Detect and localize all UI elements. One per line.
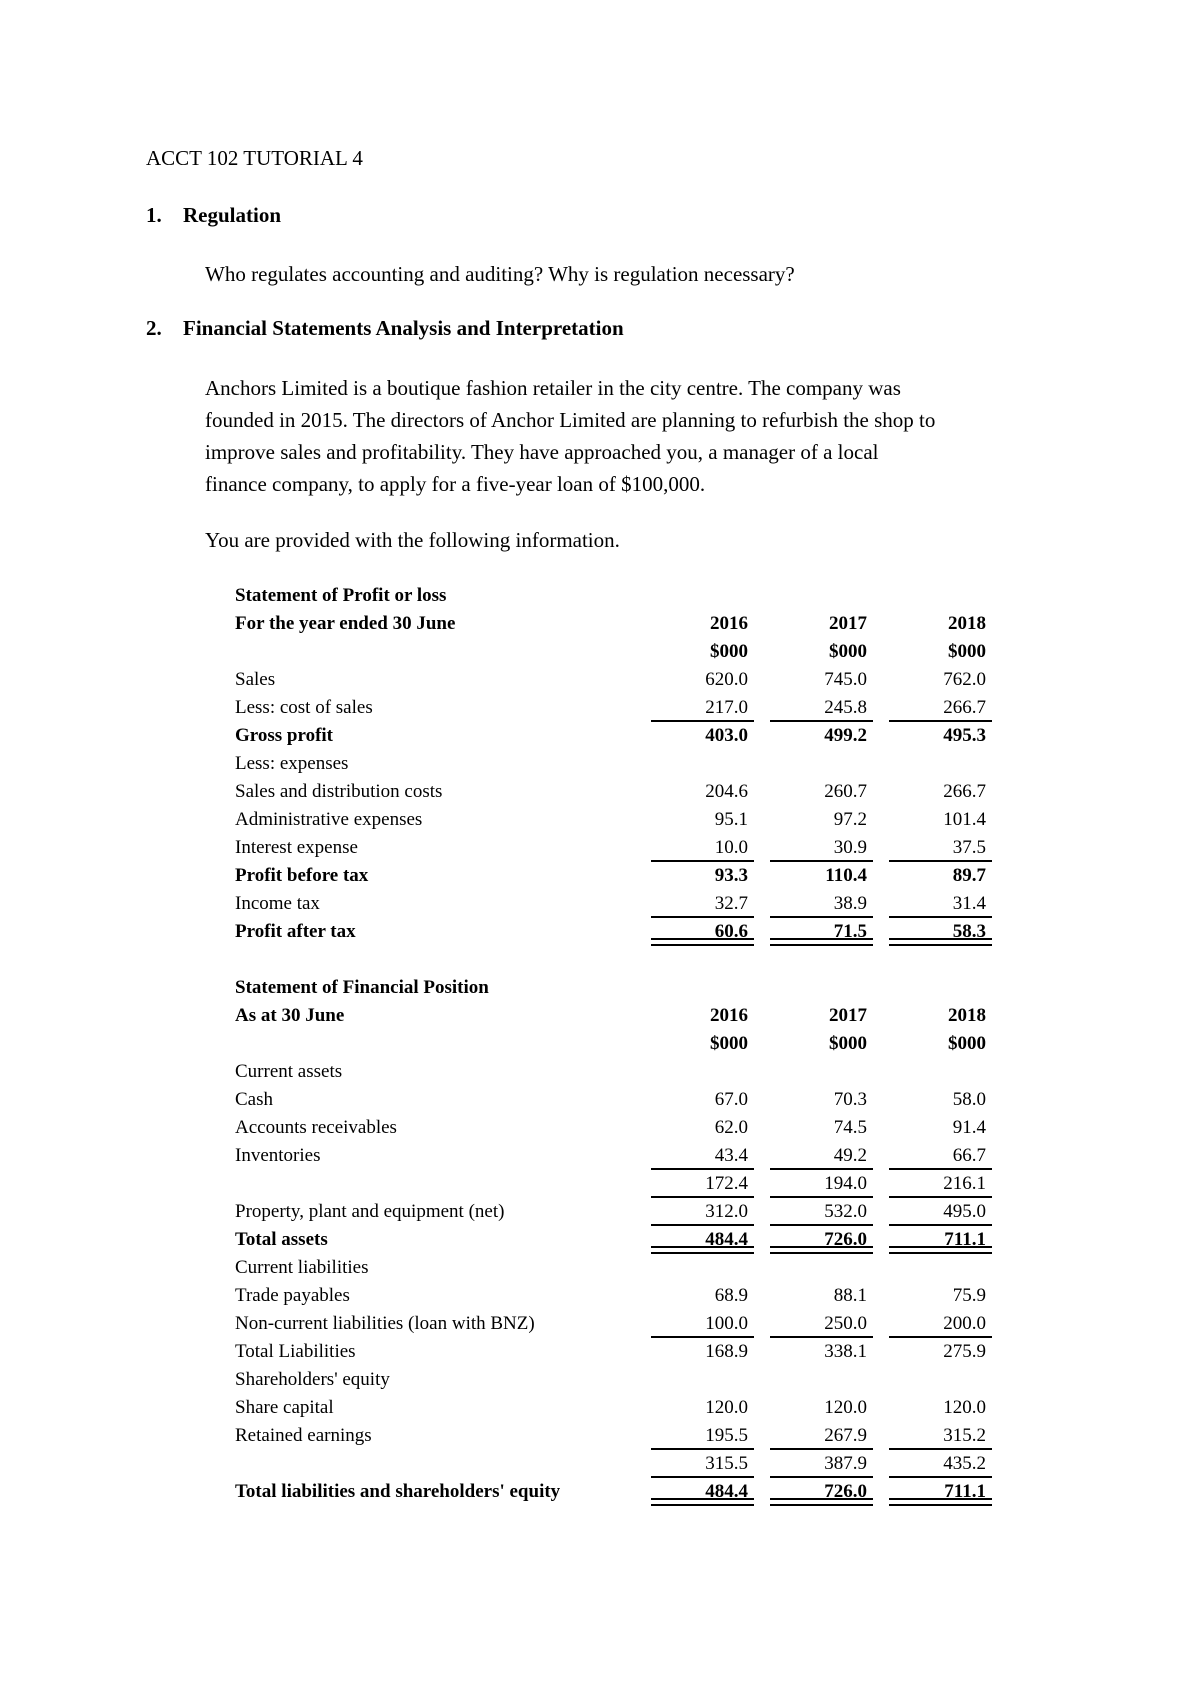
table-row — [235, 1254, 992, 1282]
cell-value: 71.5 — [770, 918, 873, 946]
cell-value: 217.0 — [651, 694, 754, 722]
profit-loss-table — [235, 582, 992, 946]
cell-value: 495.3 — [943, 725, 986, 746]
row-label: Trade payables — [235, 1285, 350, 1306]
table-row — [235, 918, 992, 946]
cell-value: 484.4 — [651, 1478, 754, 1506]
section-1-title: Regulation — [183, 203, 282, 227]
pl-subtitle: For the year ended 30 June — [235, 613, 456, 634]
section-1-number: 1. — [146, 203, 162, 227]
table-row — [235, 1282, 992, 1310]
cell-value: 338.1 — [824, 1341, 867, 1362]
cell-value: 38.9 — [770, 890, 873, 918]
table-row — [235, 1478, 992, 1506]
row-label: Shareholders' equity — [235, 1369, 390, 1390]
case-line: finance company, to apply for a five-year loan of $100,000. — [205, 472, 706, 496]
case-line: Anchors Limited is a boutique fashion retailer in the city centre. The company was — [205, 376, 901, 400]
cell-value: 100.0 — [651, 1310, 754, 1338]
row-label: Income tax — [235, 893, 320, 914]
table-row — [235, 694, 992, 722]
cell-value: 745.0 — [824, 669, 867, 690]
cell-value: 60.6 — [651, 918, 754, 946]
row-label: Profit after tax — [235, 921, 356, 942]
financial-position-table — [235, 974, 992, 1506]
cell-value: 110.4 — [825, 865, 867, 886]
cell-value: 200.0 — [889, 1310, 992, 1338]
cell-value: 68.9 — [714, 1285, 748, 1306]
table-row — [235, 778, 992, 806]
row-label: Current assets — [235, 1061, 343, 1082]
cell-value: 315.2 — [889, 1422, 992, 1450]
cell-value: 62.0 — [714, 1117, 748, 1138]
pl-unit-row — [235, 638, 992, 666]
fp-unit-header: $000 — [829, 1033, 867, 1054]
cell-value: 620.0 — [705, 669, 748, 690]
table-row — [235, 1114, 992, 1142]
row-label: Non-current liabilities (loan with BNZ) — [235, 1313, 535, 1334]
table-row — [235, 1226, 992, 1254]
cell-value: 32.7 — [651, 890, 754, 918]
cell-value: 250.0 — [770, 1310, 873, 1338]
cell-value: 484.4 — [651, 1226, 754, 1254]
cell-value: 91.4 — [952, 1117, 986, 1138]
table-row — [235, 1450, 992, 1478]
row-label — [235, 1450, 635, 1478]
cell-value: 726.0 — [770, 1226, 873, 1254]
cell-value: 194.0 — [770, 1170, 873, 1198]
pl-year-header: 2016 — [710, 613, 748, 634]
cell-value: 267.9 — [770, 1422, 873, 1450]
pl-year-header: 2018 — [948, 613, 986, 634]
cell-value: 37.5 — [889, 834, 992, 862]
row-label: Share capital — [235, 1397, 334, 1418]
section-1-question: Who regulates accounting and auditing? Why is regulation necessary? — [205, 262, 795, 286]
case-line: improve sales and profitability. They have approached you, a manager of a local — [205, 440, 879, 464]
row-label: Total Liabilities — [235, 1341, 356, 1362]
cell-value: 74.5 — [833, 1117, 867, 1138]
cell-value: 387.9 — [770, 1450, 873, 1478]
row-label: Less: cost of sales — [235, 697, 373, 718]
fp-subtitle: As at 30 June — [235, 1005, 345, 1026]
cell-value: 172.4 — [651, 1170, 754, 1198]
table-row — [235, 750, 992, 778]
table-row — [235, 890, 992, 918]
fp-title-row — [235, 974, 992, 1002]
row-label: Current liabilities — [235, 1257, 369, 1278]
cell-value: 711.1 — [889, 1478, 992, 1506]
cell-value: 31.4 — [889, 890, 992, 918]
table-row — [235, 834, 992, 862]
table-row — [235, 1170, 992, 1198]
cell-value: 266.7 — [943, 781, 986, 802]
cell-value: 495.0 — [889, 1198, 992, 1226]
cell-value: 10.0 — [651, 834, 754, 862]
fp-title: Statement of Financial Position — [235, 977, 489, 998]
row-label: Interest expense — [235, 837, 358, 858]
cell-value: 245.8 — [770, 694, 873, 722]
cell-value: 260.7 — [824, 781, 867, 802]
pl-title-row — [235, 582, 992, 610]
row-label: Total assets — [235, 1229, 328, 1250]
table-row — [235, 722, 992, 750]
cell-value: 403.0 — [705, 725, 748, 746]
case-description — [205, 372, 1085, 500]
row-label: Administrative expenses — [235, 809, 423, 830]
table-row — [235, 862, 992, 890]
fp-unit-header: $000 — [710, 1033, 748, 1054]
cell-value: 216.1 — [889, 1170, 992, 1198]
table-row — [235, 1394, 992, 1422]
cell-value: 75.9 — [952, 1285, 986, 1306]
table-row — [235, 1338, 992, 1366]
cell-value: 120.0 — [943, 1397, 986, 1418]
cell-value: 66.7 — [889, 1142, 992, 1170]
row-label: Sales and distribution costs — [235, 781, 443, 802]
pl-title: Statement of Profit or loss — [235, 585, 447, 606]
table-row — [235, 1310, 992, 1338]
fp-year-header: 2017 — [829, 1005, 867, 1026]
cell-value: 93.3 — [714, 865, 748, 886]
table-row — [235, 1198, 992, 1226]
section-2-heading — [146, 316, 624, 341]
cell-value: 312.0 — [651, 1198, 754, 1226]
cell-value: 204.6 — [705, 781, 748, 802]
row-label: Cash — [235, 1089, 273, 1110]
table-row — [235, 1422, 992, 1450]
pl-unit-header: $000 — [710, 641, 748, 662]
table-row — [235, 1142, 992, 1170]
row-label: Retained earnings — [235, 1425, 372, 1446]
fp-year-header: 2018 — [948, 1005, 986, 1026]
cell-value: 266.7 — [889, 694, 992, 722]
intro-text: You are provided with the following information. — [205, 528, 620, 552]
cell-value: 711.1 — [889, 1226, 992, 1254]
section-2-number: 2. — [146, 316, 162, 340]
cell-value: 168.9 — [705, 1341, 748, 1362]
fp-unit-header: $000 — [948, 1033, 986, 1054]
cell-value: 70.3 — [833, 1089, 867, 1110]
cell-value: 762.0 — [943, 669, 986, 690]
row-label: Profit before tax — [235, 865, 369, 886]
cell-value: 88.1 — [833, 1285, 867, 1306]
cell-value: 195.5 — [651, 1422, 754, 1450]
cell-value: 95.1 — [714, 809, 748, 830]
cell-value: 532.0 — [770, 1198, 873, 1226]
row-label: Less: expenses — [235, 753, 349, 774]
document-title: ACCT 102 TUTORIAL 4 — [146, 146, 363, 170]
table-row — [235, 1366, 992, 1394]
row-label: Total liabilities and shareholders' equity — [235, 1481, 561, 1502]
cell-value: 275.9 — [943, 1341, 986, 1362]
fp-year-header: 2016 — [710, 1005, 748, 1026]
cell-value: 89.7 — [952, 865, 986, 886]
cell-value: 58.3 — [889, 918, 992, 946]
cell-value: 30.9 — [770, 834, 873, 862]
row-label: Property, plant and equipment (net) — [235, 1201, 505, 1222]
section-2-title: Financial Statements Analysis and Interpretation — [183, 316, 624, 340]
cell-value: 499.2 — [824, 725, 867, 746]
cell-value: 97.2 — [833, 809, 867, 830]
cell-value: 58.0 — [952, 1089, 986, 1110]
row-label: Gross profit — [235, 725, 333, 746]
pl-year-row — [235, 610, 992, 638]
cell-value: 67.0 — [714, 1089, 748, 1110]
table-row — [235, 806, 992, 834]
fp-year-row — [235, 1002, 992, 1030]
cell-value: 726.0 — [770, 1478, 873, 1506]
cell-value: 120.0 — [824, 1397, 867, 1418]
table-row — [235, 666, 992, 694]
fp-unit-row — [235, 1030, 992, 1058]
pl-year-header: 2017 — [829, 613, 867, 634]
case-line: founded in 2015. The directors of Anchor Limited are planning to refurbish the shop to — [205, 408, 936, 432]
table-row — [235, 1086, 992, 1114]
row-label: Inventories — [235, 1145, 321, 1166]
cell-value: 315.5 — [651, 1450, 754, 1478]
cell-value: 43.4 — [651, 1142, 754, 1170]
row-label: Sales — [235, 669, 276, 690]
cell-value: 435.2 — [889, 1450, 992, 1478]
pl-unit-header: $000 — [829, 641, 867, 662]
cell-value: 101.4 — [943, 809, 986, 830]
table-row — [235, 1058, 992, 1086]
cell-value: 120.0 — [705, 1397, 748, 1418]
row-label — [235, 1170, 635, 1198]
cell-value: 49.2 — [770, 1142, 873, 1170]
section-1-heading — [146, 203, 281, 228]
row-label: Accounts receivables — [235, 1117, 397, 1138]
pl-unit-header: $000 — [948, 641, 986, 662]
